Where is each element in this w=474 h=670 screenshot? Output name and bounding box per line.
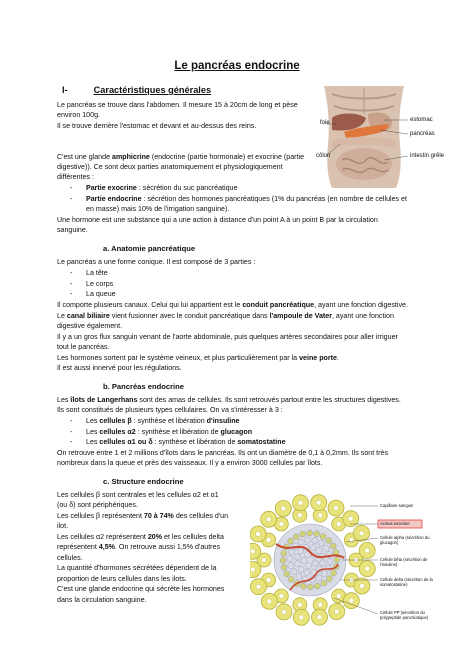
paragraph-line: environ 100g. bbox=[57, 111, 100, 119]
list-item: Les cellules α2 : synthèse et libération de glucagon bbox=[86, 428, 253, 436]
paragraph-line: représentent 4,5%. On retrouve aussi 1,5% d'autres bbox=[57, 543, 221, 551]
beta-cell bbox=[298, 539, 304, 545]
figure-label-liver: foie bbox=[320, 120, 330, 126]
acinus-lumen bbox=[365, 548, 370, 553]
alpha-cell bbox=[314, 531, 320, 537]
acinus-lumen bbox=[298, 500, 303, 505]
beta-cell bbox=[287, 556, 293, 562]
paragraph-line: C'est une glande amphicrine (endocrine (partie hormonale) et exocrine (partie bbox=[57, 153, 305, 161]
alpha-cell bbox=[300, 583, 306, 589]
alpha-cell bbox=[334, 557, 340, 563]
beta-cell bbox=[296, 574, 302, 580]
islet-label-beta: Cellule bêta (sécrétion de l'insuline) bbox=[380, 557, 428, 567]
acinus-lumen bbox=[250, 567, 255, 572]
beta-cell bbox=[316, 575, 322, 581]
acinus-lumen bbox=[266, 517, 271, 522]
alpha-cell bbox=[300, 531, 306, 537]
acinus-lumen bbox=[336, 522, 341, 527]
subsection-heading: c. Structure endocrine bbox=[103, 477, 184, 486]
beta-cell bbox=[312, 560, 318, 566]
bullet-dash: - bbox=[70, 438, 73, 446]
islet-label-pp: Cellule PP (sécrétion du polypeptide pancréatique) bbox=[380, 610, 429, 620]
beta-cell bbox=[291, 569, 297, 575]
acinus-lumen bbox=[250, 549, 255, 554]
bullet-dash: - bbox=[70, 417, 73, 425]
acinus-lumen bbox=[297, 513, 302, 518]
acinus-lumen bbox=[299, 615, 304, 620]
beta-cell bbox=[298, 548, 304, 554]
paragraph-line: Il se trouve derrière l'estomac et devant et au-dessus des reins. bbox=[57, 122, 257, 130]
paragraph-line: sanguine. bbox=[57, 226, 88, 234]
paragraph-line: Ils sont constitués de plusieurs types cellulaires. On va s'intéresser à 3 : bbox=[57, 406, 283, 414]
list-item: La queue bbox=[86, 290, 116, 298]
alpha-cell bbox=[307, 530, 313, 536]
section-title: Caractéristiques générales bbox=[93, 85, 212, 95]
paragraph-line: Les hormones sortent par le système veineux, et plus particulièrement par la veine porte. bbox=[57, 354, 339, 362]
paragraph-line: (ou δ) sont périphériques. bbox=[57, 501, 138, 509]
paragraph-line: cellules. bbox=[57, 554, 83, 562]
paragraph-line: Une hormone est une substance qui a une action à distance d'un point A à un point B par la circulation bbox=[57, 216, 378, 224]
bullet-dash: - bbox=[70, 269, 73, 277]
list-item: Les cellules α1 ou δ : synthèse et libération de somatostatine bbox=[86, 438, 286, 446]
islet-label-delta: Cellule delta (sécrétion de la somatostatine) bbox=[380, 577, 433, 587]
acinus-lumen bbox=[349, 598, 354, 603]
figure-label-small-intestine: intestin grêle bbox=[410, 153, 445, 159]
alpha-cell bbox=[331, 570, 337, 576]
alpha-cell bbox=[281, 564, 287, 570]
alpha-cell bbox=[307, 584, 313, 590]
alpha-cell bbox=[281, 550, 287, 556]
paragraph-line: La quantité d'hormones sécrétées dépendent de la bbox=[57, 564, 217, 572]
acinus-lumen bbox=[281, 506, 286, 511]
acinus-lumen bbox=[297, 602, 302, 607]
beta-cell bbox=[294, 554, 300, 560]
paragraph-line: Les îlots de Langerhans sont des amas de cellules. Ils sont retrouvés partout entre les structures digestives. bbox=[57, 396, 401, 404]
alpha-cell bbox=[326, 538, 332, 544]
islet-label-acinus: Acinus exocrine bbox=[380, 521, 410, 526]
paragraph-line: Le pancréas a une forme conique. Il est composé de 3 parties : bbox=[57, 258, 256, 266]
beta-cell bbox=[306, 563, 312, 569]
acinus-lumen bbox=[262, 558, 267, 563]
beta-cell bbox=[301, 558, 307, 564]
paragraph-line: digestive également. bbox=[57, 322, 123, 330]
alpha-cell bbox=[293, 534, 299, 540]
list-item-continuation: en masse) mais 10% de l'irrigation sanguine). bbox=[86, 205, 230, 213]
islet-label-capillary: Capillaire sanguin bbox=[380, 503, 414, 508]
acinus-lumen bbox=[316, 500, 321, 505]
paragraph-line: C'est une glande endocrine qui sécrète les hormones bbox=[57, 585, 225, 593]
alpha-cell bbox=[288, 576, 294, 582]
alpha-cell bbox=[326, 576, 332, 582]
paragraph-line: Il est aussi innervé pour les régulations. bbox=[57, 364, 182, 372]
alpha-cell bbox=[321, 580, 327, 586]
beta-cell bbox=[310, 544, 316, 550]
acinus-lumen bbox=[282, 610, 287, 615]
acinus-lumen bbox=[360, 584, 365, 589]
list-item: La tête bbox=[86, 269, 108, 277]
paragraph-line: dans la circulation sanguine. bbox=[57, 596, 147, 604]
figure-label-colon: côlon bbox=[316, 153, 331, 159]
paragraph-line: Les cellules β représentent 70 à 74% des cellules d'un bbox=[57, 512, 229, 520]
beta-cell bbox=[312, 538, 318, 544]
beta-cell bbox=[321, 571, 327, 577]
paragraph-line: Il y a un gros flux sanguin venant de l'aorte abdominale, puis quelques artères secondaires pour aller irriguer bbox=[57, 333, 398, 341]
acinus-lumen bbox=[336, 594, 341, 599]
section-number: I- bbox=[62, 85, 68, 95]
beta-cell bbox=[316, 548, 322, 554]
alpha-cell bbox=[314, 583, 320, 589]
page-title: Le pancréas endocrine bbox=[174, 60, 300, 72]
acinus-lumen bbox=[279, 522, 284, 527]
list-item: Partie endocrine : sécrétion des hormones pancréatiques (1% du pancréas (en nombre de cellules et bbox=[86, 195, 407, 203]
acinus-lumen bbox=[266, 578, 271, 583]
acinus-lumen bbox=[334, 609, 339, 614]
beta-cell bbox=[305, 537, 311, 543]
bullet-dash: - bbox=[70, 290, 73, 298]
beta-cell bbox=[289, 549, 295, 555]
paragraph-line: nombreux dans la queue et près des vaisseaux. Il y a environ 3000 cellules par îlots. bbox=[57, 459, 323, 467]
beta-cell bbox=[323, 545, 329, 551]
list-item: Les cellules β : synthèse et libération d'insuline bbox=[86, 417, 240, 425]
beta-cell bbox=[318, 540, 324, 546]
alpha-cell bbox=[320, 533, 326, 539]
acinus-lumen bbox=[267, 599, 272, 604]
list-item: Partie exocrine : sécrétion du suc pancréatique bbox=[86, 184, 238, 192]
section-heading bbox=[62, 86, 211, 96]
paragraph-line: Il comporte plusieurs canaux. Celui qui lui appartient est le conduit pancréatique, ayant une fonction digestive. bbox=[57, 301, 408, 309]
acinus-lumen bbox=[256, 584, 261, 589]
bullet-dash: - bbox=[70, 184, 73, 192]
acinus-lumen bbox=[365, 566, 370, 571]
paragraph-line: tout le pancréas. bbox=[57, 343, 110, 351]
paragraph-line: Les cellules α2 représentent 20% et les cellules delta bbox=[57, 533, 224, 541]
beta-cell bbox=[288, 563, 294, 569]
acinus-lumen bbox=[359, 531, 364, 536]
figure-label-pancreas: pancréas bbox=[410, 131, 435, 137]
acinus-lumen bbox=[318, 513, 323, 518]
alpha-cell bbox=[284, 571, 290, 577]
beta-cell bbox=[320, 560, 326, 566]
acinus-lumen bbox=[318, 602, 323, 607]
islet-label-alpha: Cellule alpha (sécrétion du glucagon) bbox=[380, 535, 430, 545]
beta-cell bbox=[298, 566, 304, 572]
acinus-lumen bbox=[256, 532, 261, 537]
list-item: Le corps bbox=[86, 280, 114, 288]
acinus-lumen bbox=[348, 516, 353, 521]
acinus-lumen bbox=[334, 506, 339, 511]
paragraph-line: différentes : bbox=[57, 173, 94, 181]
paragraph-line: Le pancréas se trouve dans l'abdomen. Il mesure 15 à 20cm de long et pèse bbox=[57, 101, 298, 109]
figure-label-stomach: estomac bbox=[410, 117, 433, 123]
alpha-cell bbox=[288, 538, 294, 544]
alpha-cell bbox=[330, 543, 336, 549]
beta-cell bbox=[325, 565, 331, 571]
subsection-heading: b. Pancréas endocrine bbox=[103, 382, 185, 391]
bullet-dash: - bbox=[70, 280, 73, 288]
beta-cell bbox=[327, 558, 333, 564]
bullet-dash: - bbox=[70, 195, 73, 203]
paragraph-line: digestive)). Ce sont deux parties anatomiquement et physiologiquement bbox=[57, 163, 283, 171]
acinus-lumen bbox=[279, 594, 284, 599]
paragraph-line: ilot. bbox=[57, 522, 69, 530]
paragraph-line: On retrouve entre 1 et 2 millions d'îlots dans le pancréas. Ils ont un diamètre de 0,1 à 0,2mm. Ils sont très bbox=[57, 449, 388, 457]
acinus-lumen bbox=[266, 538, 271, 543]
paragraph-line: Les cellules β sont centrales et les cellules α2 et α1 bbox=[57, 491, 219, 499]
acinus-lumen bbox=[317, 615, 322, 620]
paragraph-line: proportion de leurs cellules dans les ilots. bbox=[57, 575, 187, 583]
beta-cell bbox=[295, 561, 301, 567]
beta-cell bbox=[304, 570, 310, 576]
alpha-cell bbox=[280, 557, 286, 563]
paragraph-line: Le canal biliaire vient fusionner avec le conduit pancréatique dans l'ampoule de Vater, ayant une fonction bbox=[57, 312, 394, 320]
subsection-heading: a. Anatomie pancréatique bbox=[103, 244, 196, 253]
bullet-dash: - bbox=[70, 428, 73, 436]
